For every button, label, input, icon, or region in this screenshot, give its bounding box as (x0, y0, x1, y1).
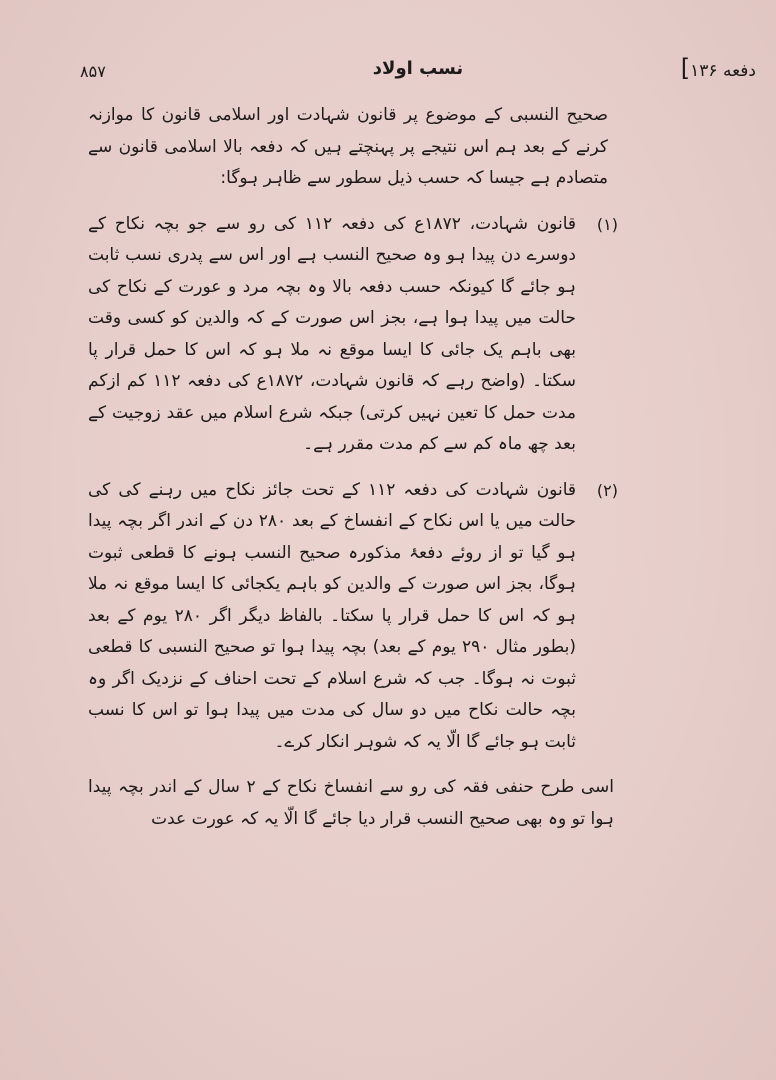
section-label: دفعه ۱۳۶ (690, 61, 756, 81)
page-number: ۸۵۷ (80, 62, 106, 81)
paragraph-text-1: قانون شہادت، ۱۸۷۲ع کی دفعہ ۱۱۲ کی رو سے جو بچہ نکاح کے دوسرے دن پیدا ہو وہ صحیح النسب ہے اور اس سے پدری نسب ثابت ہو جائے گا کیونکہ حسب دفعہ بالا وہ بچہ مرد و عورت کے نکاح کی حالت میں پیدا ہوا ہے، بجز اس صورت کے کہ والدین کو کسی وقت بھی باہم یک جائی کا ایسا موقع نہ ملا ہو کہ اس کا حمل قرار پا سکتا۔ (واضح رہے کہ قانون شہادت، ۱۸۷۲ع کی دفعہ ۱۱۲ کم ازکم مدت حمل کا تعین نہیں کرتی) جبکہ شرع اسلام میں عقد زوجیت کے بعد چھ ماہ کم سے کم مدت مقرر ہے۔ (88, 213, 576, 454)
numbered-paragraph-2 (88, 475, 618, 759)
section-reference (679, 54, 756, 82)
running-header (80, 54, 756, 92)
numbered-paragraph-1 (88, 209, 618, 461)
paragraph-number-1: (۱) (596, 214, 618, 234)
page-title: نسب اولاد (372, 58, 464, 79)
paragraph-number-2: (۲) (596, 480, 618, 500)
intro-paragraph: صحیح النسبی کے موضوع پر قانون شہادت اور اسلامی قانون کا موازنہ کرنے کے بعد ہم اس نتیجے پر پہنچتے ہیں کہ دفعہ بالا اسلامی قانون سے متصادم ہے جیسا کہ حسب ذیل سطور سے ظاہر ہوگا: (88, 105, 608, 188)
paragraph-text-2: قانون شہادت کی دفعہ ۱۱۲ کے تحت جائز نکاح میں رہنے کی کی حالت میں یا اس نکاح کے انفساخ کے بعد ۲۸۰ دن کے اندر اگر بچہ پیدا ہو گیا تو از روئے دفعۂ مذکورہ صحیح النسب ہونے کا قطعی ثبوت ہوگا، بجز اس صورت کے والدین کو باہم یکجائی کا ایسا موقع نہ ملا ہو کہ اس کا حمل قرار پا سکتا۔ بالفاظ دیگر اگر ۲۸۰ یوم کے بعد (بطور مثال ۲۹۰ یوم کے بعد) بچہ پیدا ہوا تو صحیح النسبی کا قطعی ثبوت نہ ہوگا۔ جب کہ شرع اسلام کے تحت احناف کے نزدیک اگر وہ بچہ حالت نکاح میں دو سال کی مدت میں پیدا ہوا تو اس کا نسب ثابت ہو جائے گا الّا یہ کہ شوہر انکار کرے۔ (88, 479, 576, 752)
section-bracket: ] (680, 54, 691, 82)
closing-paragraph: اسی طرح حنفی فقہ کی رو سے انفساخ نکاح کے ۲ سال کے اندر بچہ پیدا ہوا تو وہ بھی صحیح النسب قرار دیا جائے گا الّا یہ کہ عورت عدت (88, 777, 614, 829)
body-text (88, 100, 618, 849)
